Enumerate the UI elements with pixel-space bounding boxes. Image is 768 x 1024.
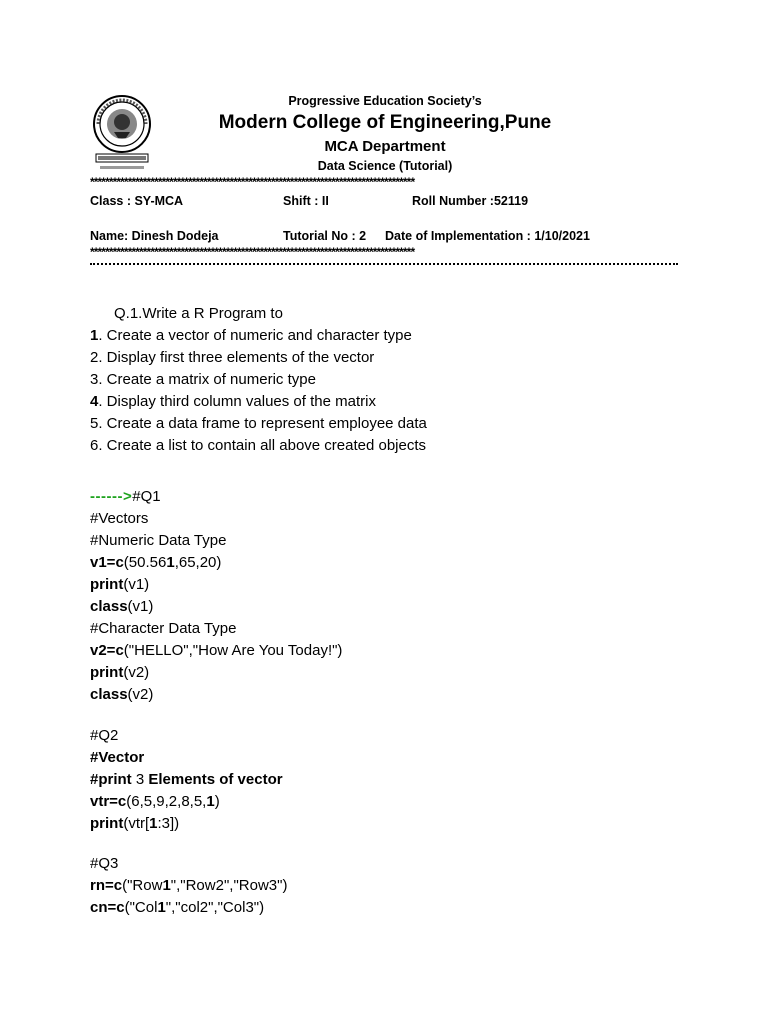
- tutorial-number-label: Tutorial No : 2: [283, 229, 367, 243]
- shift-label: Shift : II: [283, 194, 329, 208]
- code-line: #Q2: [90, 727, 119, 744]
- society-name: Progressive Education Society’s: [288, 94, 482, 108]
- code-line: print(v2): [90, 664, 150, 681]
- arrow-marker: ------>: [90, 488, 133, 505]
- college-seal-icon: [92, 92, 152, 176]
- question-item: 6. Create a list to contain all above created objects: [90, 437, 427, 454]
- question-item: 4. Display third column values of the matrix: [90, 393, 376, 410]
- class-label: Class : SY-MCA: [90, 194, 184, 208]
- code-line: #Numeric Data Type: [90, 532, 227, 549]
- code-line: v1=c(50.561,65,20): [90, 554, 222, 571]
- question-item: 3. Create a matrix of numeric type: [90, 371, 316, 388]
- roll-number-label: Roll Number :52119: [412, 194, 529, 208]
- subject-title: Data Science (Tutorial): [317, 159, 453, 173]
- question-item: 2. Display first three elements of the vector: [90, 349, 375, 366]
- star-divider-bottom: **************************************************************************************: [90, 246, 415, 258]
- code-line: class(v2): [90, 686, 154, 703]
- code-line: print(vtr[1:3]): [90, 815, 180, 832]
- code-line: rn=c("Row1","Row2","Row3"): [90, 877, 288, 894]
- code-line-q1: ------>#Q1: [90, 488, 161, 505]
- question-item: 1. Create a vector of numeric and character type: [90, 327, 412, 344]
- code-line: class(v1): [90, 598, 154, 615]
- code-line: #Q3: [90, 855, 119, 872]
- code-line: #Vector: [90, 749, 145, 766]
- dotted-divider: [90, 263, 678, 268]
- department-name: MCA Department: [324, 138, 446, 155]
- code-line: vtr=c(6,5,9,2,8,5,1): [90, 793, 220, 810]
- star-divider-top: **************************************************************************************: [90, 176, 415, 188]
- implementation-date-label: Date of Implementation : 1/10/2021: [385, 229, 590, 243]
- question-item: 5. Create a data frame to represent employee data: [90, 415, 427, 432]
- code-line: print(v1): [90, 576, 150, 593]
- student-name-label: Name: Dinesh Dodeja: [90, 229, 219, 243]
- code-line: v2=c("HELLO","How Are You Today!"): [90, 642, 343, 659]
- code-line: #print 3 Elements of vector: [90, 771, 283, 788]
- code-line: cn=c("Col1","col2","Col3"): [90, 899, 265, 916]
- college-name: Modern College of Engineering,Pune: [218, 112, 552, 133]
- code-line: #Character Data Type: [90, 620, 237, 637]
- question-title: Q.1.Write a R Program to: [114, 305, 283, 322]
- code-line: #Vectors: [90, 510, 149, 527]
